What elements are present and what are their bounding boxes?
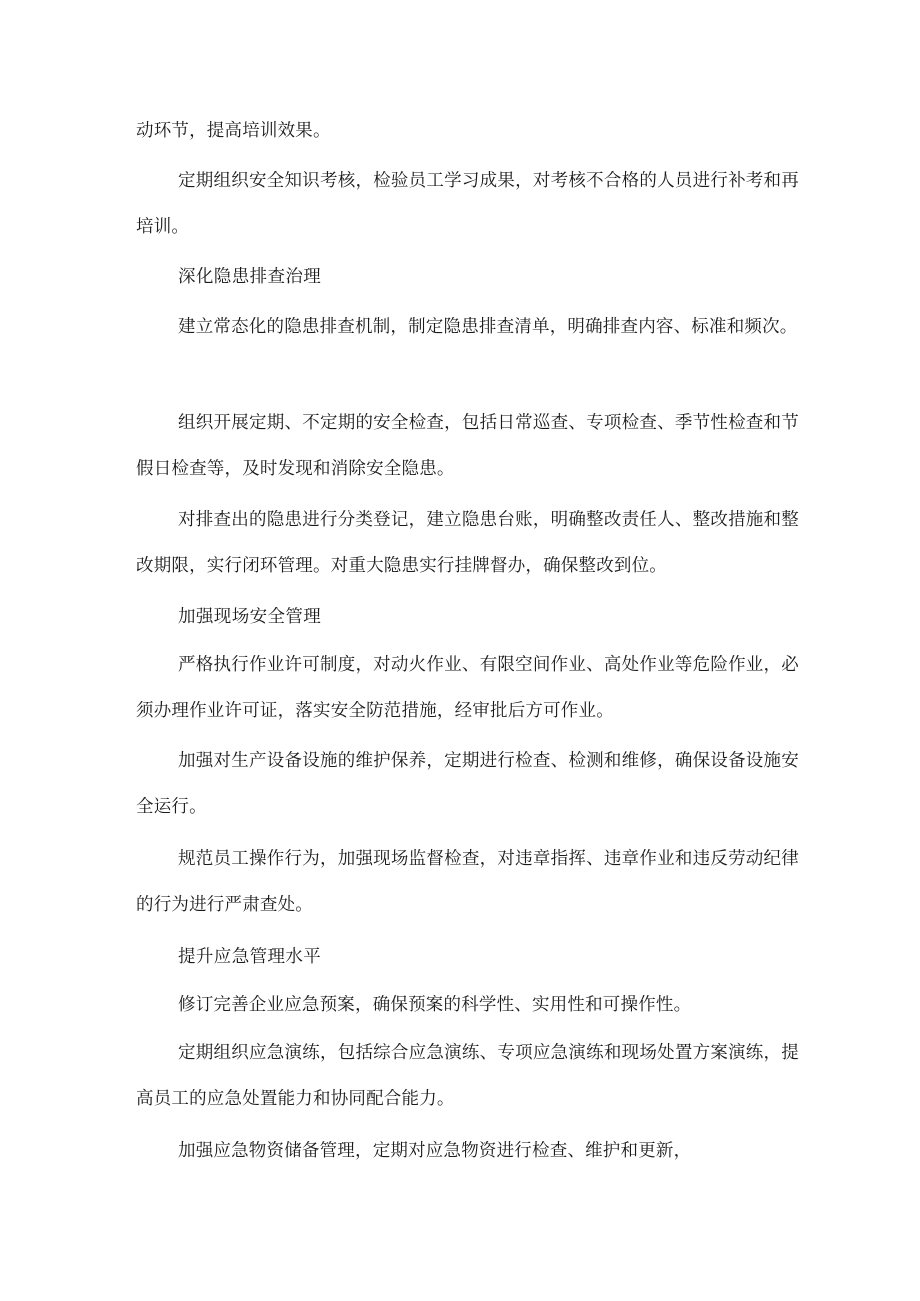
section-heading-site-safety: 加强现场安全管理 — [178, 607, 322, 627]
paragraph-hazard-ledger: 对排查出的隐患进行分类登记，建立隐患台账，明确整改责任人、整改措施和整改期限，实行闭环管理。对重大隐患实行挂牌督办，确保整改到位。 — [136, 510, 799, 576]
paragraph-continuation: 动环节，提高培训效果。 — [136, 121, 331, 141]
paragraph-work-permit: 严格执行作业许可制度，对动火作业、有限空间作业、高处作业等危险作业，必须办理作业许可证，落实安全防范措施，经审批后方可作业。 — [136, 655, 799, 721]
paragraph-hazard-mechanism: 建立常态化的隐患排查机制，制定隐患排查清单，明确排查内容、标准和频次。 — [178, 317, 798, 337]
section-heading-emergency-management: 提升应急管理水平 — [178, 947, 322, 967]
paragraph-emergency-plan: 修订完善企业应急预案，确保预案的科学性、实用性和可操作性。 — [178, 995, 692, 1015]
paragraph-emergency-supplies: 加强应急物资储备管理，定期对应急物资进行检查、维护和更新， — [178, 1141, 692, 1161]
paragraph-operation-behavior: 规范员工操作行为，加强现场监督检查，对违章指挥、违章作业和违反劳动纪律的行为进行严肃查处。 — [136, 849, 799, 915]
paragraph-emergency-drill: 定期组织应急演练，包括综合应急演练、专项应急演练和现场处置方案演练，提高员工的应急处置能力和协同配合能力。 — [136, 1043, 799, 1109]
section-heading-hazard-investigation: 深化隐患排查治理 — [178, 267, 322, 287]
paragraph-assessment: 定期组织安全知识考核，检验员工学习成果，对考核不合格的人员进行补考和再培训。 — [136, 171, 799, 237]
paragraph-safety-inspection: 组织开展定期、不定期的安全检查，包括日常巡查、专项检查、季节性检查和节假日检查等，及时发现和消除安全隐患。 — [136, 413, 799, 479]
paragraph-equipment-maintenance: 加强对生产设备设施的维护保养，定期进行检查、检测和维修，确保设备设施安全运行。 — [136, 751, 799, 817]
